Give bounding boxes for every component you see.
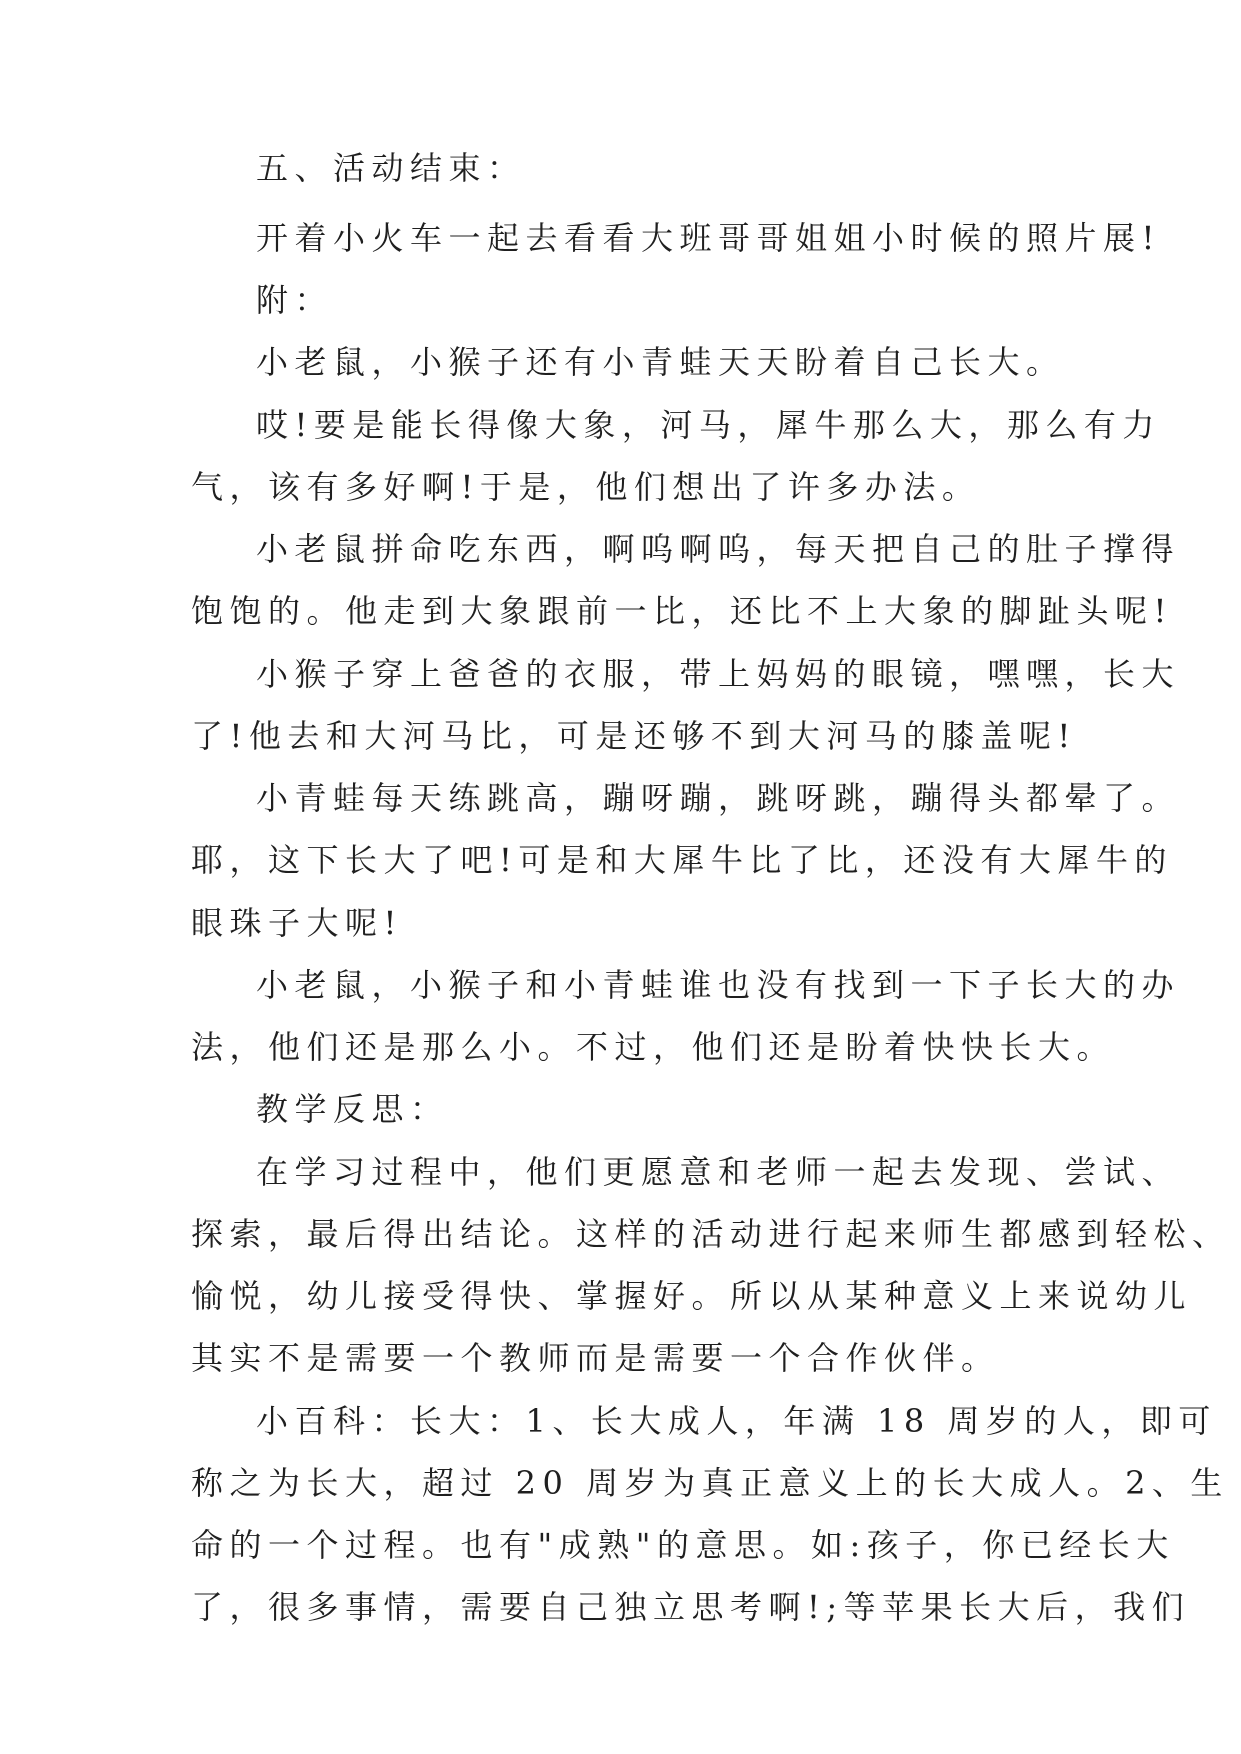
paragraph-line: 法，他们还是那么小。不过，他们还是盼着快快长大。	[191, 1028, 1116, 1066]
encyclopedia-paragraph-line: 了，很多事情，需要自己独立思考啊!;等苹果长大后，我们	[191, 1588, 1191, 1626]
paragraph-line: 小青蛙每天练跳高，蹦呀蹦，跳呀跳，蹦得头都晕了。	[256, 779, 1181, 817]
paragraph-line: 眼珠子大呢!	[191, 904, 403, 942]
encyclopedia-paragraph-line: 命的一个过程。也有"成熟"的意思。如:孩子，你已经长大	[191, 1526, 1175, 1564]
paragraph-line: 饱饱的。他走到大象跟前一比，还比不上大象的脚趾头呢!	[191, 592, 1173, 630]
paragraph-line: 开着小火车一起去看看大班哥哥姐姐小时候的照片展!	[256, 219, 1161, 257]
section-heading-activity-end: 五、活动结束：	[256, 149, 526, 187]
paragraph-line: 小老鼠拼命吃东西，啊呜啊呜，每天把自己的肚子撑得	[256, 530, 1181, 568]
paragraph-line: 小猴子穿上爸爸的衣服，带上妈妈的眼镜，嘿嘿，长大	[256, 655, 1181, 693]
paragraph-line: 气，该有多好啊!于是，他们想出了许多办法。	[191, 468, 981, 506]
teaching-reflection-heading: 教学反思：	[256, 1090, 449, 1128]
paragraph-line: 小老鼠，小猴子和小青蛙谁也没有找到一下子长大的办	[256, 966, 1181, 1004]
paragraph-line: 耶，这下长大了吧!可是和大犀牛比了比，还没有大犀牛的	[191, 841, 1173, 879]
paragraph-line: 了!他去和大河马比，可是还够不到大河马的膝盖呢!	[191, 717, 1077, 755]
paragraph-line: 探索，最后得出结论。这样的活动进行起来师生都感到轻松、	[191, 1215, 1231, 1253]
paragraph-line: 哎!要是能长得像大象，河马，犀牛那么大，那么有力	[256, 406, 1161, 444]
paragraph-line: 小老鼠，小猴子还有小青蛙天天盼着自己长大。	[256, 343, 1065, 381]
encyclopedia-paragraph-line: 称之为长大，超过 20 周岁为真正意义上的长大成人。2、生	[191, 1464, 1229, 1502]
paragraph-line: 其实不是需要一个教师而是需要一个合作伙伴。	[191, 1339, 1000, 1377]
encyclopedia-paragraph-line: 小百科：长大：1、长大成人，年满 18 周岁的人，即可	[256, 1402, 1217, 1440]
paragraph-line: 愉悦，幼儿接受得快、掌握好。所以从某种意义上来说幼儿	[191, 1277, 1193, 1315]
paragraph-line: 在学习过程中，他们更愿意和老师一起去发现、尝试、	[256, 1153, 1181, 1191]
appendix-heading: 附：	[256, 281, 334, 319]
